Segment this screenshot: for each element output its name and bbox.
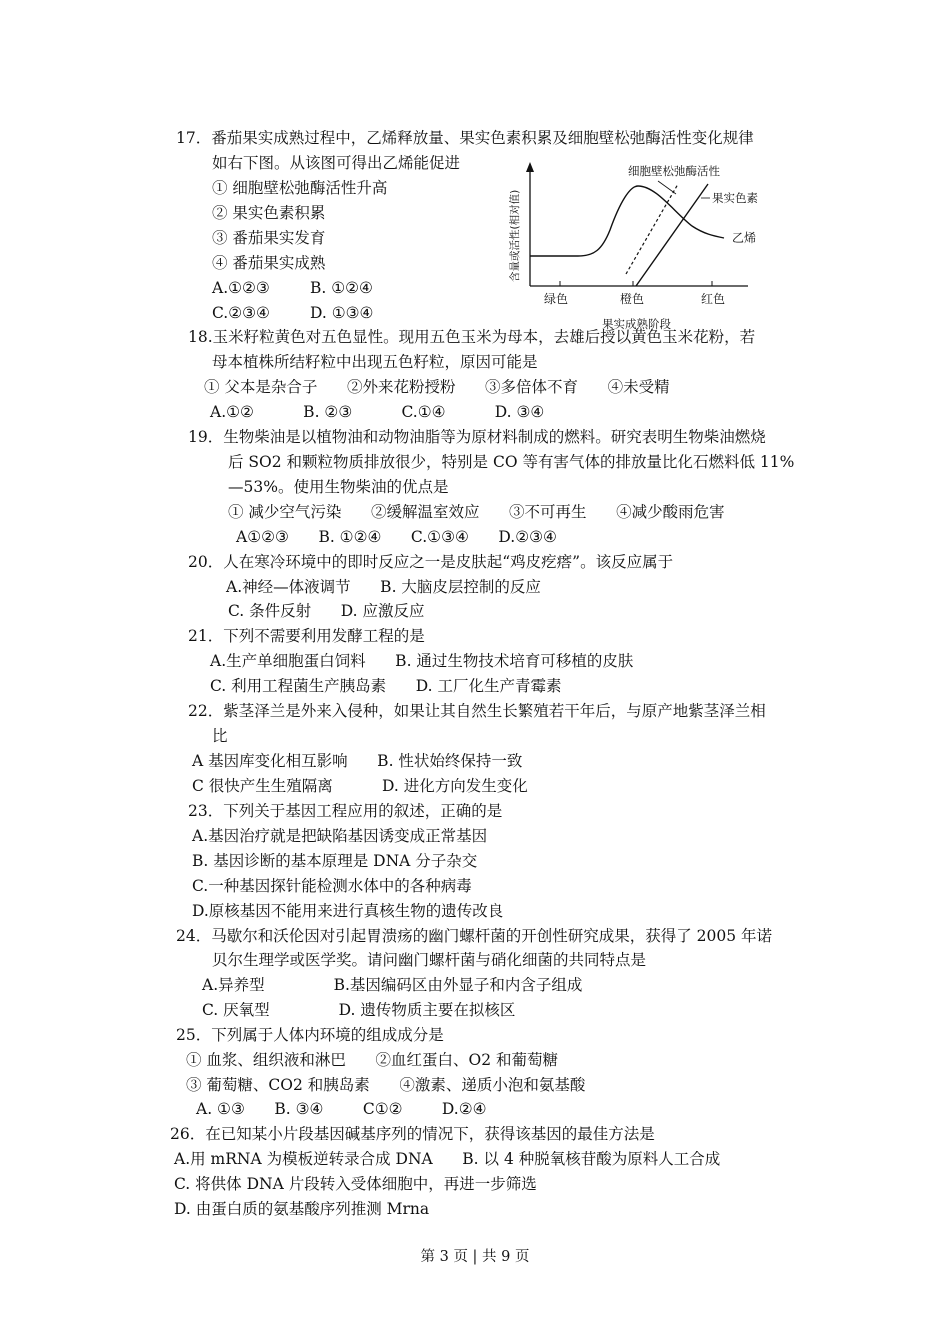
q19-stem-line2: 后 SO2 和颗粒物质排放很少，特别是 CO 等有害气体的排放量比化石燃料低 11% [228,453,795,471]
q24-options-ab: A.异养型 B.基因编码区由外显子和内含子组成 [202,976,583,994]
q25-stem: 25．下列属于人体内环境的组成成分是 [176,1026,444,1044]
q21-stem: 21．下列不需要利用发酵工程的是 [188,627,425,645]
q22-stem-line2: 比 [212,727,228,745]
label-ethylene: 乙烯 [732,231,757,245]
q21-options-cd: C. 利用工程菌生产胰岛素 D. 工厂化生产青霉素 [210,677,562,695]
q17-option-3: ③ 番茄果实发育 [212,229,326,247]
q18-answers: A.①② B. ②③ C.①④ D. ③④ [210,403,545,421]
q24-stem-line1: 24．马歇尔和沃伦因对引起胃溃疡的幽门螺杆菌的开创性研究成果，获得了 2005 年诺 [176,927,773,945]
enzyme-dashed-line [626,184,678,274]
q23-option-a: A.基因治疗就是把缺陷基因诱变成正常基因 [192,827,488,845]
q22-stem-line1: 22．紫茎泽兰是外来入侵种，如果让其自然生长繁殖若干年后，与原产地紫茎泽兰相 [188,702,766,720]
q17-option-2: ② 果实色素积累 [212,204,326,222]
q18-options: ① 父本是杂合子 ②外来花粉授粉 ③多倍体不育 ④未受精 [204,378,670,396]
page-footer: 第 3 页 | 共 9 页 [420,1249,530,1265]
q20-stem: 20．人在寒冷环境中的即时反应之一是皮肤起“鸡皮疙瘩”。该反应属于 [188,553,674,571]
tick-label-red: 红色 [701,292,726,306]
enzyme-leader [658,181,676,194]
q23-option-b: B. 基因诊断的基本原理是 DNA 分子杂交 [192,852,478,870]
q17-stem-line2: 如右下图。从该图可得出乙烯能促进 [212,154,461,172]
q19-stem-line1: 19．生物柴油是以植物油和动物油脂等为原材料制成的燃料。研究表明生物柴油燃烧 [188,428,766,446]
q23-option-c: C.一种基因探针能检测水体中的各种病毒 [192,877,472,895]
q17-answer-d: D. ①③④ [310,304,374,322]
q17-answer-c: C.②③④ [212,304,270,322]
q25-options-34: ③ 葡萄糖、CO2 和胰岛素 ④激素、递质小泡和氨基酸 [186,1076,586,1094]
q25-answers: A. ①③ B. ③④ C①② D.②④ [196,1100,487,1118]
y-axis-arrow [526,162,534,172]
q19-options: ① 减少空气污染 ②缓解温室效应 ③不可再生 ④减少酸雨危害 [228,503,725,521]
q20-options-cd: C. 条件反射 D. 应激反应 [228,602,425,620]
q23-stem: 23．下列关于基因工程应用的叙述，正确的是 [188,802,503,820]
ethylene-curve [530,186,724,256]
label-pigment: 果实色素 [712,191,758,205]
q17-answer-b: B. ①②④ [310,279,373,297]
pigment-line [636,184,708,286]
q18-stem-line1: 18.玉米籽粒黄色对五色显性。现用五色玉米为母本，去雄后授以黄色玉米花粉，若 [188,328,756,346]
q25-options-12: ① 血浆、组织液和淋巴 ②血红蛋白、O2 和葡萄糖 [186,1051,558,1069]
q22-options-cd: C 很快产生生殖隔离 D. 进化方向发生变化 [192,777,528,795]
q24-options-cd: C. 厌氧型 D. 遗传物质主要在拟核区 [202,1001,516,1019]
label-enzyme: 细胞壁松弛酶活性 [628,164,720,178]
q19-stem-line3: —53%。使用生物柴油的优点是 [228,478,449,496]
q23-option-d: D.原核基因不能用来进行真核生物的遗传改良 [192,902,504,920]
q26-option-c: C. 将供体 DNA 片段转入受体细胞中，再进一步筛选 [174,1175,537,1193]
q26-stem: 26．在已知某小片段基因碱基序列的情况下，获得该基因的最佳方法是 [170,1125,655,1143]
y-axis-label: 含量或活性(相对值) [509,189,521,282]
ripening-figure [478,150,808,335]
q21-options-ab: A.生产单细胞蛋白饲料 B. 通过生物技术培育可移植的皮肤 [210,652,634,670]
q17-stem-line1: 17．番茄果实成熟过程中，乙烯释放量、果实色素积累及细胞壁松弛酶活性变化规律 [176,129,754,147]
q18-stem-line2: 母本植株所结籽粒中出现五色籽粒，原因可能是 [212,353,538,371]
q22-options-ab: A 基因库变化相互影响 B. 性状始终保持一致 [192,752,523,770]
q26-options-ab: A.用 mRNA 为模板逆转录合成 DNA B. 以 4 种脱氧核苷酸为原料人工合成 [174,1150,721,1168]
q17-option-4: ④ 番茄果实成熟 [212,254,326,272]
q17-answer-a: A.①②③ [212,279,270,297]
q19-answers: A①②③ B. ①②④ C.①③④ D.②③④ [236,528,557,546]
q20-options-ab: A.神经—体液调节 B. 大脑皮层控制的反应 [226,578,541,596]
tick-label-orange: 橙色 [620,292,645,306]
q24-stem-line2: 贝尔生理学或医学奖。请问幽门螺杆菌与硝化细菌的共同特点是 [212,951,647,969]
q17-option-1: ① 细胞壁松弛酶活性升高 [212,179,388,197]
tick-label-green: 绿色 [544,292,569,306]
q26-option-d: D. 由蛋白质的氨基酸序列推测 Mrna [174,1200,430,1218]
x-axis-label: 果实成熟阶段 [602,317,671,331]
